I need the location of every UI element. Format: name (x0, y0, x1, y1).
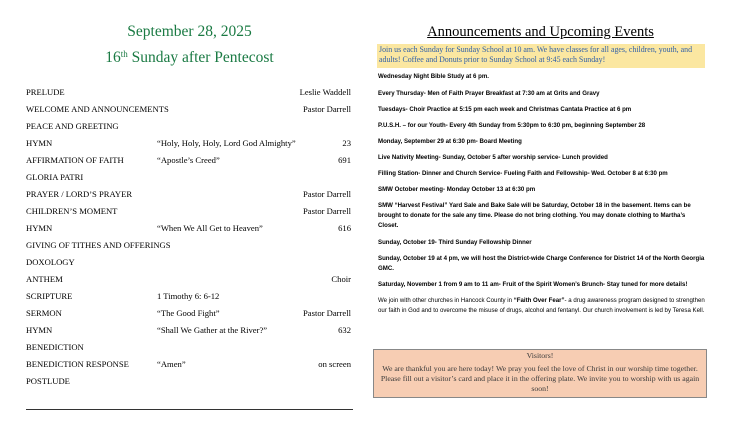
order-row: PRELUDE Leslie Waddell (26, 87, 351, 97)
order-row: SERMON “The Good Fight” Pastor Darrell (26, 308, 351, 318)
visitors-message: We are thankful you are here today! We pray you feel the love of Christ in our worship time together. Please fill out a visitor’s card and place it in the offering plate. We invite you to worship with us again soon! (380, 364, 700, 393)
announcement-item: Filling Station- Dinner and Church Service- Fueling Faith and Fellowship- Wed. October 8 at 6:30 pm (378, 170, 668, 177)
order-row: GIVING OF TITHES AND OFFERINGS (26, 240, 171, 250)
announcement-item: Tuesdays- Choir Practice at 5:15 pm each week and Christmas Cantata Practice at 6 pm (378, 106, 632, 113)
faith-over-fear-note: We join with other churches in Hancock County in “Faith Over Fear”- a drug awareness program designed to strengthen our faith in God and to overcome the misuse of drugs, alcohol and fentanyl. Our church involvement is led by Teresa Kell. (378, 297, 705, 314)
announcement-item: Sunday, October 19- Third Sunday Fellowship Dinner (378, 239, 532, 246)
sunday-school-notice: Join us each Sunday for Sunday School at 10 am. We have classes for all ages, children, youth, and adults! Coffee and Donuts prior to Sunday School at 9:45 each Sunday! (377, 44, 705, 68)
visitors-box (373, 349, 707, 398)
order-row: HYMN “When We All Get to Heaven” 616 (26, 223, 351, 233)
announcement-item: Saturday, November 1 from 9 am to 11 am- Fruit of the Spirit Women’s Brunch- Stay tuned for more details! (378, 281, 688, 288)
announcement-item: P.U.S.H. – for our Youth- Every 4th Sunday from 5:30pm to 6:30 pm, beginning September 28 (378, 122, 646, 129)
order-row: GLORIA PATRI (26, 172, 84, 182)
announcement-item: Every Thursday- Men of Faith Prayer Breakfast at 7:30 am at Grits and Gravy (378, 90, 600, 97)
order-row: HYMN “Holy, Holy, Holy, Lord God Almighty” 23 (26, 138, 351, 148)
order-row: PEACE AND GREETING (26, 121, 119, 131)
announcements-title: Announcements and Upcoming Events (427, 24, 654, 40)
divider (26, 409, 353, 410)
order-row: WELCOME AND ANNOUNCEMENTS Pastor Darrell (26, 104, 351, 114)
liturgical-day: 16th Sunday after Pentecost (105, 49, 274, 66)
order-row: POSTLUDE (26, 376, 70, 386)
announcement-item: Sunday, October 19 at 4 pm, we will host the District-wide Charge Conference for District 14 of the North Georgia GMC. (378, 255, 705, 272)
order-row: HYMN “Shall We Gather at the River?” 632 (26, 325, 351, 335)
order-of-worship (26, 0, 353, 443)
order-row: AFFIRMATION OF FAITH “Apostle’s Creed” 691 (26, 155, 351, 165)
order-row: SCRIPTURE 1 Timothy 6: 6-12 (26, 291, 220, 301)
order-row: CHILDREN’S MOMENT Pastor Darrell (26, 206, 351, 216)
order-row: ANTHEM Choir (26, 274, 351, 284)
order-row: PRAYER / LORD’S PRAYER Pastor Darrell (26, 189, 351, 199)
order-row: BENEDICTION (26, 342, 84, 352)
announcement-item: SMW “Harvest Festival” Yard Sale and Bake Sale will be Saturday, October 18 in the basement. Items can be brought to donate for the sale any time. Please do not bring clothing. You may donate clothing to Martha’s Closet. (378, 202, 691, 229)
announcement-item: SMW October meeting- Monday October 13 at 6:30 pm (378, 186, 536, 193)
service-date: September 28, 2025 (127, 23, 252, 40)
visitors-title: Visitors! (526, 351, 554, 360)
announcement-item: Monday, September 29 at 6:30 pm- Board Meeting (378, 138, 522, 145)
announcement-item: Live Nativity Meeting- Sunday, October 5 after worship service- Lunch provided (378, 154, 608, 161)
announcement-item: Wednesday Night Bible Study at 6 pm. (378, 73, 489, 80)
order-row: DOXOLOGY (26, 257, 75, 267)
order-row: BENEDICTION RESPONSE “Amen” on screen (26, 359, 351, 369)
